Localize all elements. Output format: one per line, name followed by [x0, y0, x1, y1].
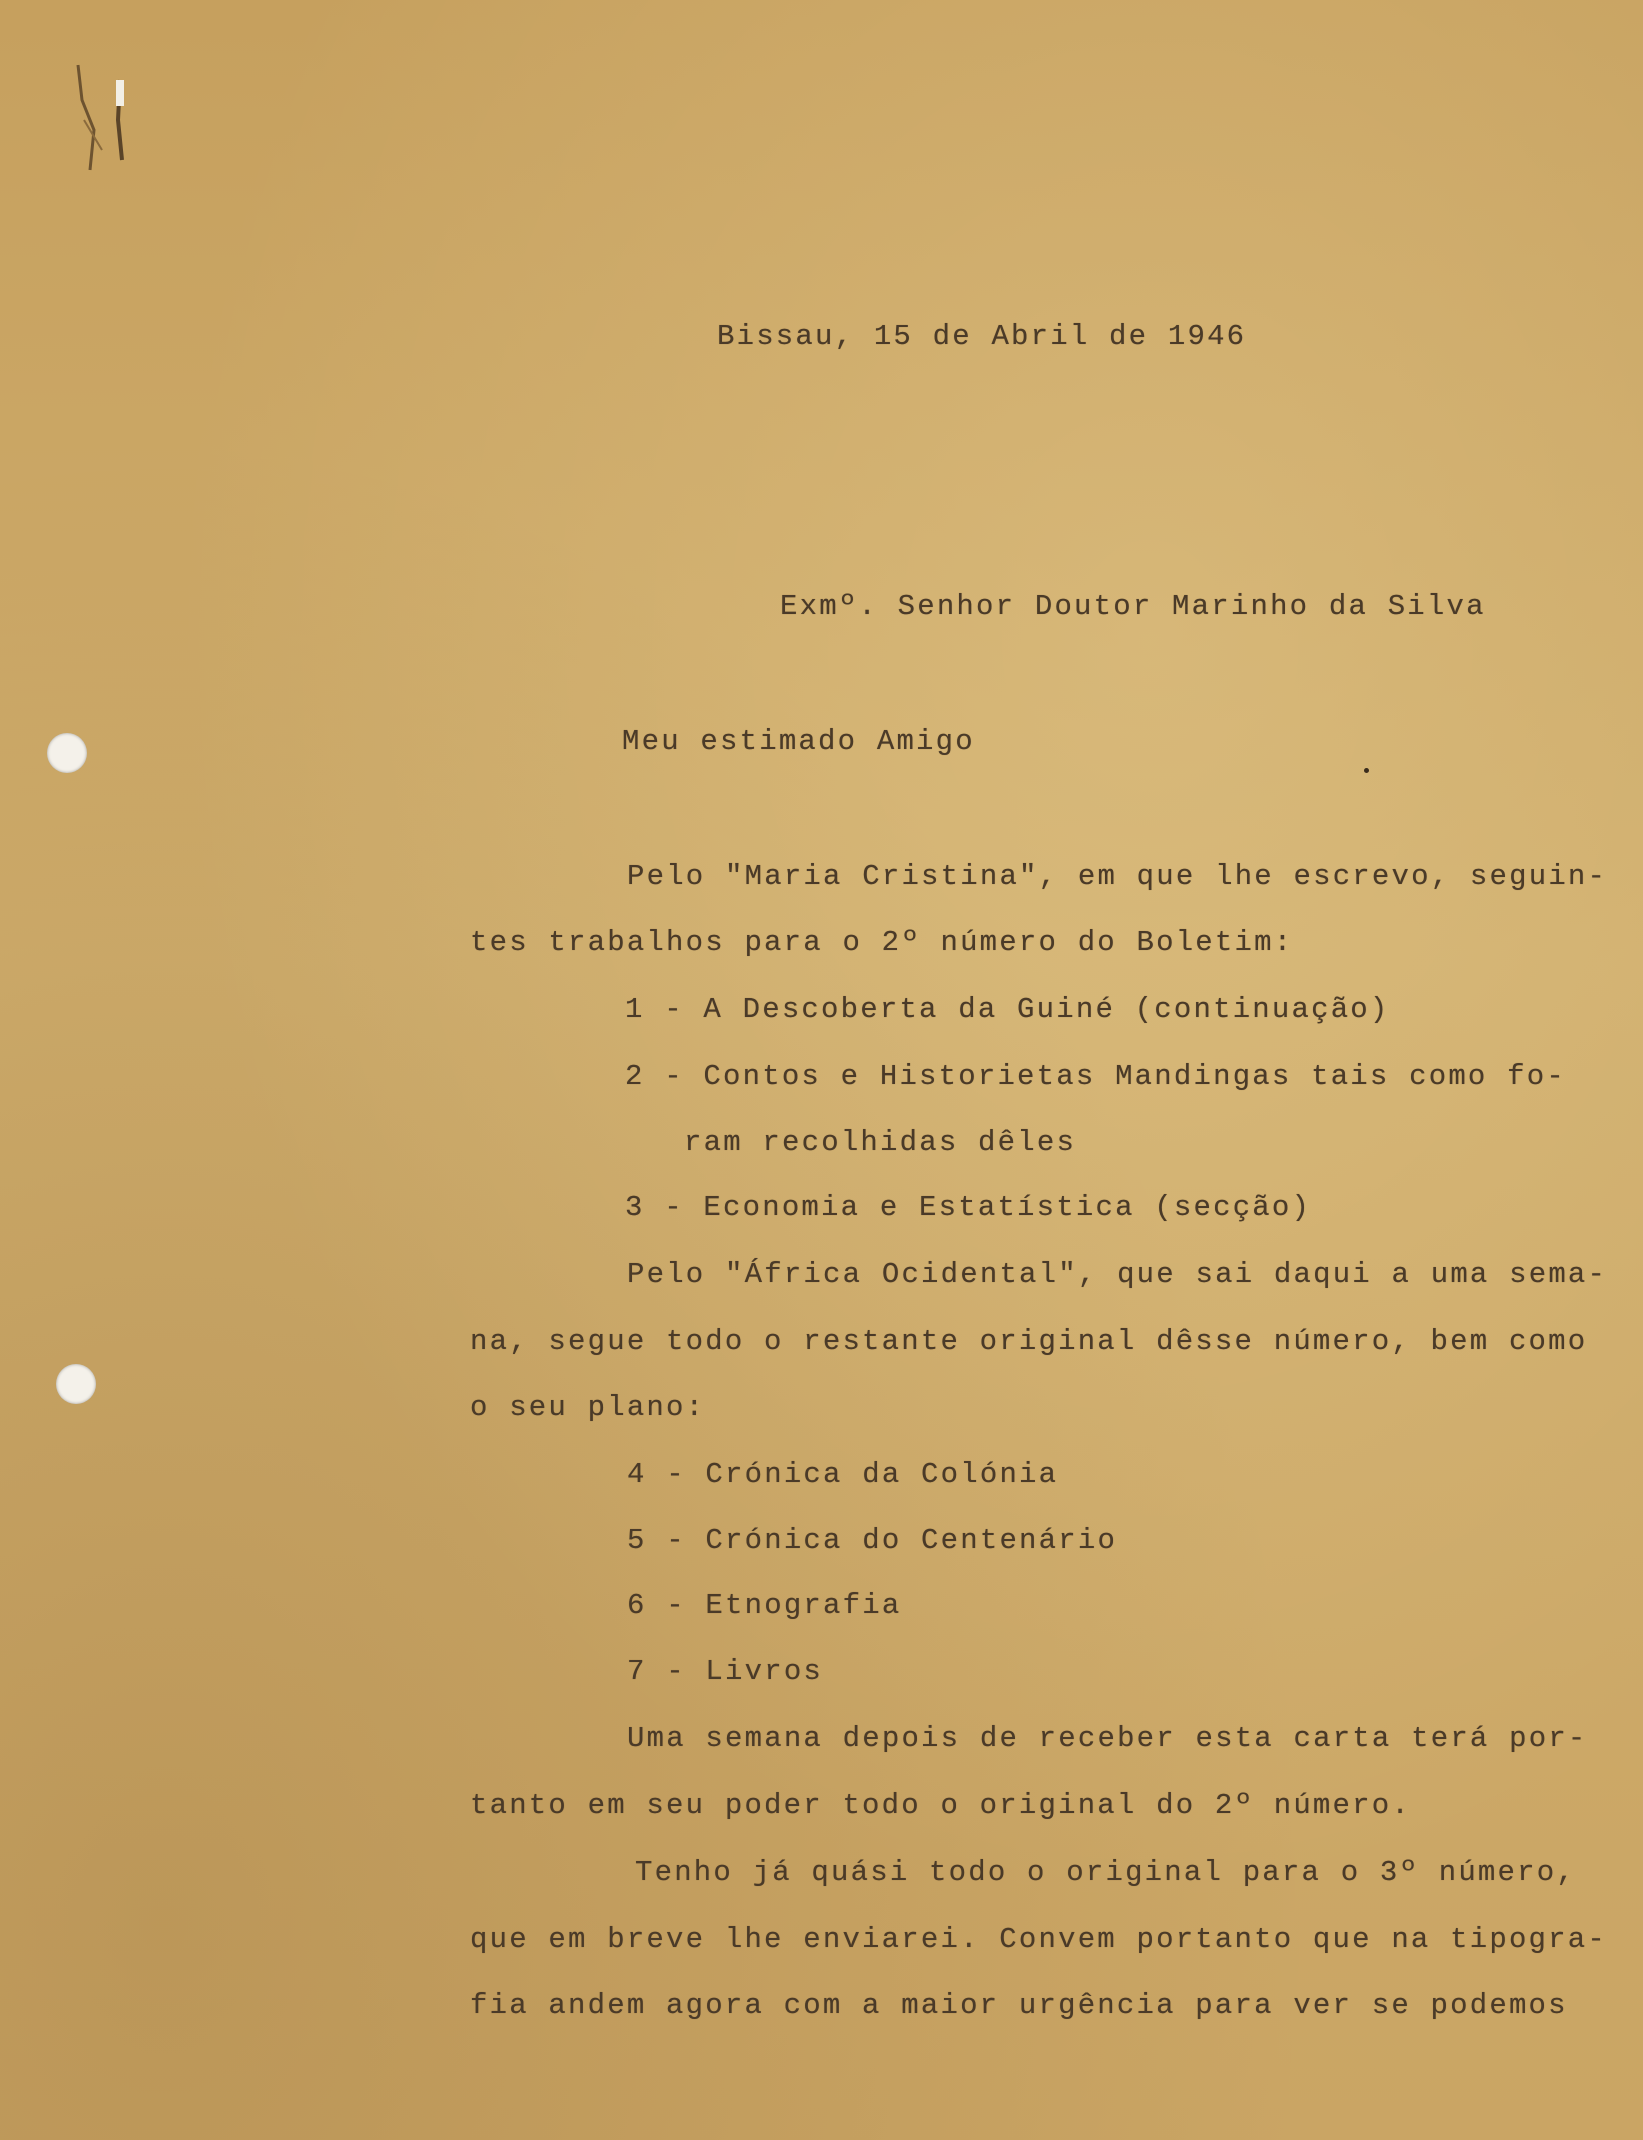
punch-hole-top: [47, 733, 87, 773]
punch-hole-bottom: [56, 1364, 96, 1404]
list-item: 1 - A Descoberta da Guiné (continuação): [625, 993, 1390, 1026]
salutation: Meu estimado Amigo: [622, 725, 975, 758]
body-line: tanto em seu poder todo o original do 2º número.: [470, 1789, 1411, 1822]
addressee-line: Exmº. Senhor Doutor Marinho da Silva: [780, 590, 1486, 623]
list-item: 3 - Economia e Estatística (secção): [625, 1191, 1312, 1224]
staple-mark-icon: [72, 60, 132, 190]
body-line: Tenho já quási todo o original para o 3º número,: [635, 1856, 1576, 1889]
list-item: 7 - Livros: [627, 1655, 824, 1688]
body-line: Uma semana depois de receber esta carta terá por-: [627, 1722, 1588, 1755]
body-line: fia andem agora com a maior urgência para ver se podemos: [470, 1989, 1568, 2022]
body-line: tes trabalhos para o 2º número do Boletim:: [470, 926, 1294, 959]
list-item-continuation: ram recolhidas dêles: [684, 1126, 1077, 1159]
body-line: na, segue todo o restante original dêsse número, bem como: [470, 1325, 1588, 1358]
list-item: 5 - Crónica do Centenário: [627, 1524, 1118, 1557]
body-line: Pelo "África Ocidental", que sai daqui a uma sema-: [627, 1258, 1608, 1291]
body-line: Pelo "Maria Cristina", em que lhe escrevo, seguin-: [627, 860, 1608, 893]
date-line: Bissau, 15 de Abril de 1946: [717, 320, 1247, 353]
ink-speck: [1364, 768, 1369, 773]
list-item: 4 - Crónica da Colónia: [627, 1458, 1059, 1491]
list-item: 2 - Contos e Historietas Mandingas tais como fo-: [625, 1060, 1566, 1093]
list-item: 6 - Etnografia: [627, 1589, 902, 1622]
body-line: o seu plano:: [470, 1391, 706, 1424]
body-line: que em breve lhe enviarei. Convem portanto que na tipogra-: [470, 1923, 1607, 1956]
